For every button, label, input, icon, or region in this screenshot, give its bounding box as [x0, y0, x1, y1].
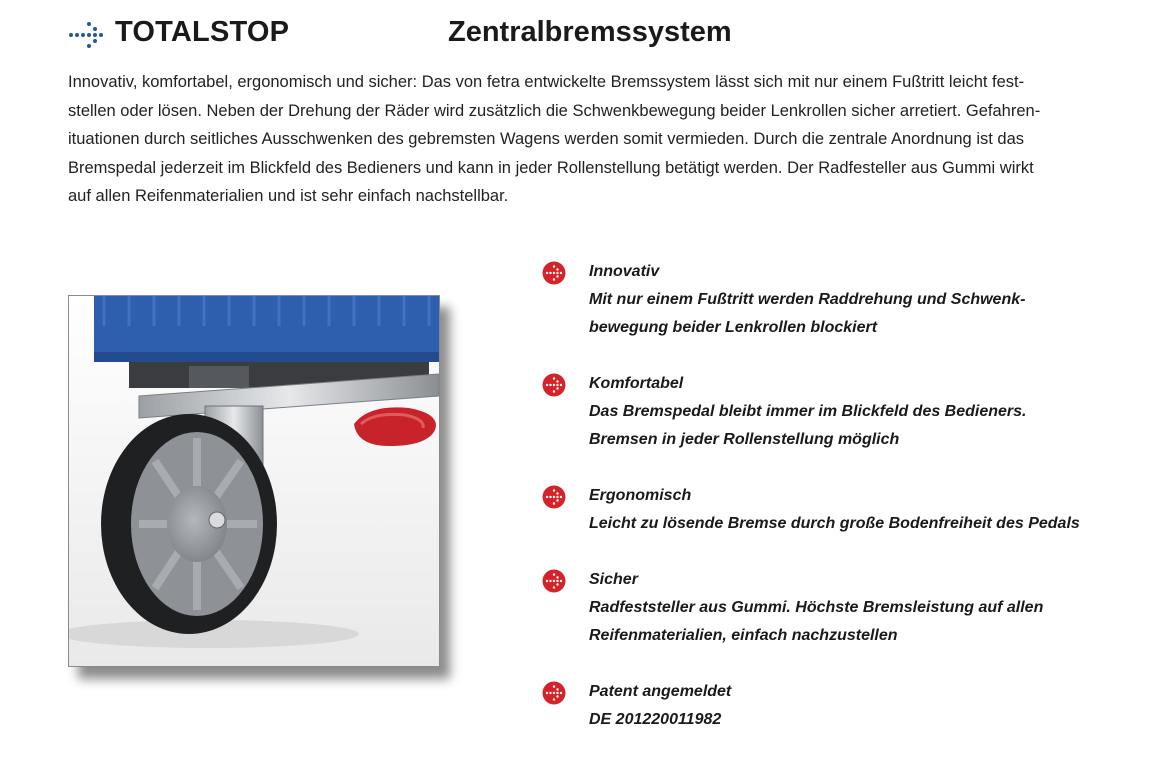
product-photo	[68, 295, 440, 667]
intro-line: stellen oder lösen. Neben der Drehung der Räder wird zusätzlich die Schwenkbewegung beider Lenkrollen sicher arretiert. Gefahren-	[68, 101, 1041, 120]
feature-title: Ergonomisch	[589, 487, 692, 504]
feature-item-ergonomisch	[542, 482, 1132, 538]
red-arrow-bullet-icon	[542, 373, 566, 397]
intro-line: Innovativ, komfortabel, ergonomisch und sicher: Das von fetra entwickelte Bremssystem lässt sich mit nur einem Fußtritt leicht fest-	[68, 73, 1025, 91]
feature-title: Innovativ	[589, 263, 660, 280]
feature-text: Das Bremspedal bleibt immer im Blickfeld des Bedieners.	[589, 403, 1027, 420]
feature-title: Komfortabel	[589, 375, 684, 392]
brand-name: TOTALSTOP	[115, 16, 290, 48]
page-title: Zentralbremssystem	[448, 16, 732, 48]
feature-title: Sicher	[589, 571, 638, 588]
dotted-arrow-logo-icon	[68, 22, 104, 48]
feature-text: DE 201220011982	[589, 711, 722, 728]
intro-line: ituationen durch seitliches Ausschwenken des gebremsten Wagens werden somit vermieden. Durch die zentrale Anordnung ist das	[68, 130, 1025, 148]
header	[68, 14, 1108, 54]
feature-item-komfortabel	[542, 370, 1132, 454]
red-arrow-bullet-icon	[542, 485, 566, 509]
intro-paragraph	[68, 68, 1068, 211]
feature-text: Radfeststeller aus Gummi. Höchste Bremsleistung auf allen	[589, 599, 1044, 616]
intro-line: auf allen Reifenmaterialien und ist sehr einfach nachstellbar.	[68, 187, 509, 205]
cart-platform	[94, 296, 439, 362]
feature-text: bewegung beider Lenkrollen blockiert	[589, 319, 878, 336]
red-arrow-bullet-icon	[542, 261, 566, 285]
feature-text: Reifenmaterialien, einfach nachzustellen	[589, 627, 898, 644]
feature-text: Leicht zu lösende Bremse durch große Bodenfreiheit des Pedals	[589, 515, 1080, 532]
feature-item-patent	[542, 678, 1132, 734]
red-arrow-bullet-icon	[542, 569, 566, 593]
feature-item-sicher	[542, 566, 1132, 650]
feature-title: Patent angemeldet	[589, 683, 732, 700]
intro-line: Bremspedal jederzeit im Blickfeld des Bedieners und kann in jeder Rollenstellung betätigt werden. Der Radfesteller aus Gummi wirkt	[68, 158, 1034, 177]
caster-wheel	[101, 414, 277, 634]
red-arrow-bullet-icon	[542, 681, 566, 705]
feature-item-innovativ	[542, 258, 1132, 342]
feature-list	[542, 258, 1132, 762]
feature-text: Mit nur einem Fußtritt werden Raddrehung und Schwenk-	[589, 291, 1026, 308]
feature-text: Bremsen in jeder Rollenstellung möglich	[589, 431, 900, 448]
caster-brake-illustration	[69, 296, 439, 666]
